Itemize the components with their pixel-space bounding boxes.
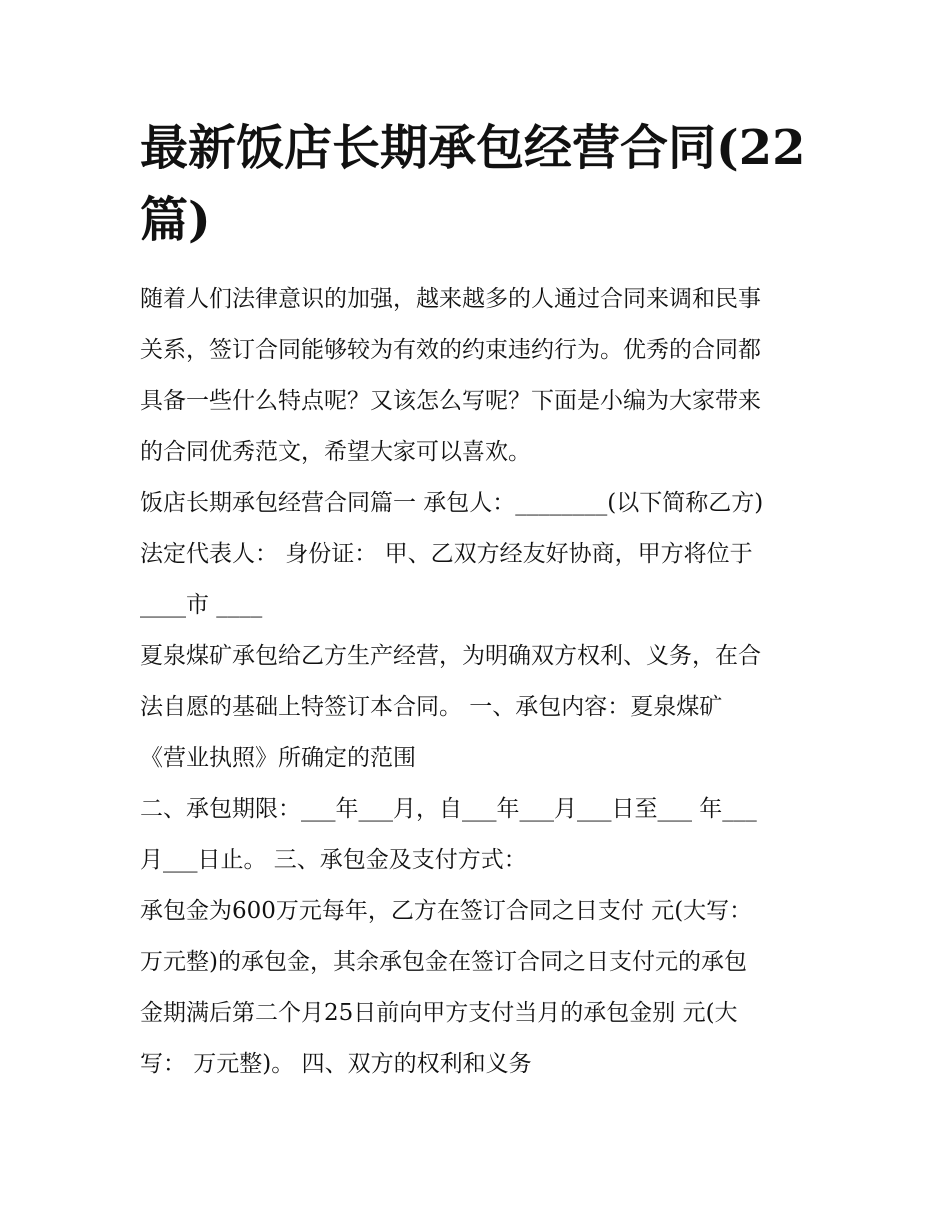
- text-line: 写： 万元整)。 四、双方的权利和义务: [140, 1051, 532, 1077]
- text-line: 万元整)的承包金，其余承包金在签订合同之日支付元的承包: [140, 949, 747, 975]
- contract-parties-paragraph: [140, 478, 812, 631]
- document-title: [140, 112, 812, 256]
- text-line: 法定代表人： 身份证： 甲、乙双方经友好协商，甲方将位于: [140, 541, 753, 567]
- document-page: [140, 112, 812, 1090]
- text-line: 《营业执照》所确定的范围: [140, 745, 416, 771]
- title-line: 篇): [140, 192, 211, 248]
- text-line: 夏泉煤矿承包给乙方生产经营，为明确双方权利、义务，在合: [140, 643, 761, 669]
- text-line: 月___日止。 三、承包金及支付方式：: [140, 847, 527, 873]
- text-line: 随着人们法律意识的加强，越来越多的人通过合同来调和民事: [140, 286, 761, 312]
- contract-payment-paragraph: [140, 886, 812, 1090]
- text-line: 承包金为600万元每年，乙方在签订合同之日支付 元(大写：: [140, 898, 753, 924]
- text-line: 饭店长期承包经营合同篇一 承包人：________(以下简称乙方): [140, 490, 764, 516]
- text-line: 的合同优秀范文，希望大家可以喜欢。: [140, 439, 531, 465]
- contract-scope-paragraph: [140, 631, 812, 784]
- text-line: 具备一些什么特点呢？又该怎么写呢？下面是小编为大家带来: [140, 388, 761, 414]
- contract-term-paragraph: [140, 784, 812, 886]
- text-line: 二、承包期限：___年___月，自___年___月___日至___ 年___: [140, 796, 757, 822]
- intro-paragraph: [140, 274, 812, 478]
- text-line: 法自愿的基础上特签订本合同。 一、承包内容：夏泉煤矿: [140, 694, 723, 720]
- text-line: ____市 ____: [140, 592, 263, 618]
- text-line: 关系，签订合同能够较为有效的约束违约行为。优秀的合同都: [140, 337, 761, 363]
- title-line: 最新饭店长期承包经营合同(22: [140, 120, 806, 176]
- text-line: 金期满后第二个月25日前向甲方支付当月的承包金别 元(大: [140, 1000, 738, 1026]
